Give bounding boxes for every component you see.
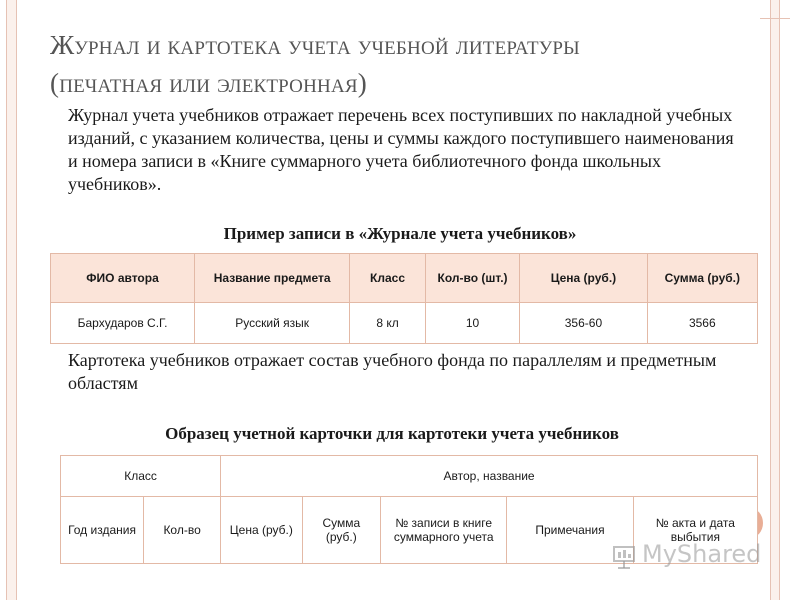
- header-sum: Сумма (руб.): [647, 254, 757, 303]
- journal-data-row: [51, 303, 758, 344]
- cell-sum: 3566: [647, 303, 757, 344]
- watermark: [612, 534, 772, 574]
- slide-title: [50, 26, 750, 102]
- card-col-sum: Сумма (руб.): [302, 497, 381, 564]
- journal-table: [50, 253, 758, 344]
- card-paragraph: Картотека учебников отражает состав учебного фонда по параллелям и предметным областям: [68, 350, 717, 393]
- card-col-record-number: № записи в книге суммарного учета: [381, 497, 507, 564]
- cell-price: 356-60: [520, 303, 647, 344]
- cell-author: Бархударов С.Г.: [51, 303, 195, 344]
- card-cell-author-title: Автор, название: [221, 456, 758, 497]
- intro-paragraph: Журнал учета учебников отражает перечень всех поступивших по накладной учебных изданий, с указанием количества, цены и суммы каждого поступившего наименования и номера записи в «Книге суммарного учета библиотечного фонда школьных учебников».: [68, 105, 734, 194]
- header-subject: Название предмета: [195, 254, 350, 303]
- cell-quantity: 10: [425, 303, 519, 344]
- cell-grade: 8 кл: [350, 303, 426, 344]
- left-frame-stripe: [6, 0, 17, 600]
- card-cell-grade: Класс: [61, 456, 221, 497]
- cell-subject: Русский язык: [195, 303, 350, 344]
- title-line-2: (печатная или электронная): [50, 68, 367, 98]
- frame-corner-line: [760, 0, 790, 19]
- card-col-disposal-act: № акта и дата выбытия: [633, 497, 757, 564]
- journal-header-row: [51, 254, 758, 303]
- header-author: ФИО автора: [51, 254, 195, 303]
- right-frame-stripe: [770, 0, 780, 600]
- card-top-row: [61, 456, 758, 497]
- card-col-year: Год издания: [61, 497, 144, 564]
- header-grade: Класс: [350, 254, 426, 303]
- card-col-quantity: Кол-во: [144, 497, 221, 564]
- header-price: Цена (руб.): [520, 254, 647, 303]
- card-caption: Образец учетной карточки для картотеки учета учебников: [165, 424, 619, 443]
- presentation-board-icon: [612, 542, 636, 568]
- card-col-price: Цена (руб.): [221, 497, 302, 564]
- card-col-notes: Примечания: [507, 497, 634, 564]
- title-line-1: Журнал и картотека учета учебной литературы: [50, 30, 580, 60]
- journal-caption: Пример записи в «Журнале учета учебников»: [223, 224, 577, 243]
- header-quantity: Кол-во (шт.): [425, 254, 519, 303]
- watermark-text: MyShared: [642, 540, 762, 568]
